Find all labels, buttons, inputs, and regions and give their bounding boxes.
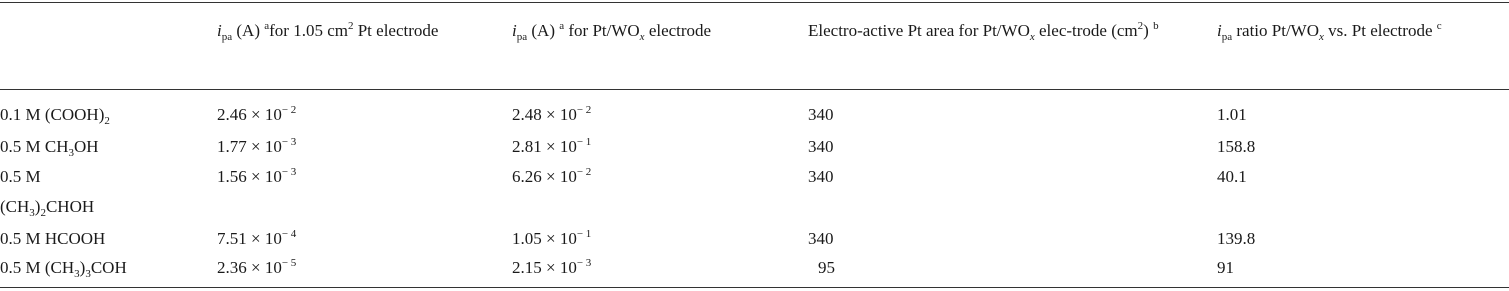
cell-ipa-pt: $7.51 \times 10^{- 4}$ xyxy=(217,228,297,248)
cell-ipa-ptwox: $6.26 \times 10^{- 2}$ xyxy=(512,166,592,186)
header-ipa-ratio: $i_{pa}$ ratio $Pt/WO_x$ vs. Pt electrode $^c$ xyxy=(1217,20,1442,43)
cell-ipa-ptwox: $2.81 \times 10^{- 1}$ xyxy=(512,136,592,156)
cell-area: 340 xyxy=(808,229,834,248)
header-ipa-ptwox: $i_{pa}$ (A) $^a$ for $Pt/WO_x$ electrode xyxy=(512,20,712,43)
row-label: 0.5 M $(CH_3)_3COH$ xyxy=(0,258,127,280)
cell-ipa-pt: $2.36 \times 10^{- 5}$ xyxy=(217,257,297,277)
cell-ratio: 40.1 xyxy=(1217,167,1247,186)
cell-ipa-pt: $1.56 \times 10^{- 3}$ xyxy=(217,166,297,186)
cell-ipa-pt: $2.46 \times 10^{- 2}$ xyxy=(217,104,297,124)
cell-ratio: 1.01 xyxy=(1217,105,1247,124)
cell-ratio: 158.8 xyxy=(1217,137,1256,156)
row-label: 0.1 M $(COOH)_2$ xyxy=(0,105,110,127)
cell-ipa-ptwox: $2.15 \times 10^{- 3}$ xyxy=(512,257,592,277)
cell-ipa-ptwox: $2.48 \times 10^{- 2}$ xyxy=(512,104,592,124)
bottom-rule xyxy=(0,287,1509,288)
header-ipa-pt: $i_{pa}$ (A) $^a$for 1.05 $cm^2$ Pt electrode xyxy=(217,20,439,43)
top-rule xyxy=(0,2,1509,3)
cell-area: 340 xyxy=(808,167,834,186)
cell-ratio: 139.8 xyxy=(1217,229,1256,248)
header-electroactive-area: Electro-active Pt area for $Pt/WO_x$ elec-trode $(cm^2)$ $^b$ xyxy=(808,20,1159,43)
cell-ipa-ptwox: $1.05 \times 10^{- 1}$ xyxy=(512,228,592,248)
header-rule xyxy=(0,89,1509,90)
cell-area: 340 xyxy=(808,137,834,156)
row-label-line2: $(CH_3)_2CHOH$ xyxy=(0,197,95,219)
cell-ipa-pt: $1.77 \times 10^{- 3}$ xyxy=(217,136,297,156)
cell-ratio: 91 xyxy=(1217,258,1234,277)
row-label: 0.5 M HCOOH xyxy=(0,229,106,248)
cell-area: 95 xyxy=(818,258,835,277)
row-label: 0.5 M xyxy=(0,167,41,186)
cell-area: 340 xyxy=(808,105,834,124)
row-label: 0.5 M $CH_3OH$ xyxy=(0,137,99,159)
